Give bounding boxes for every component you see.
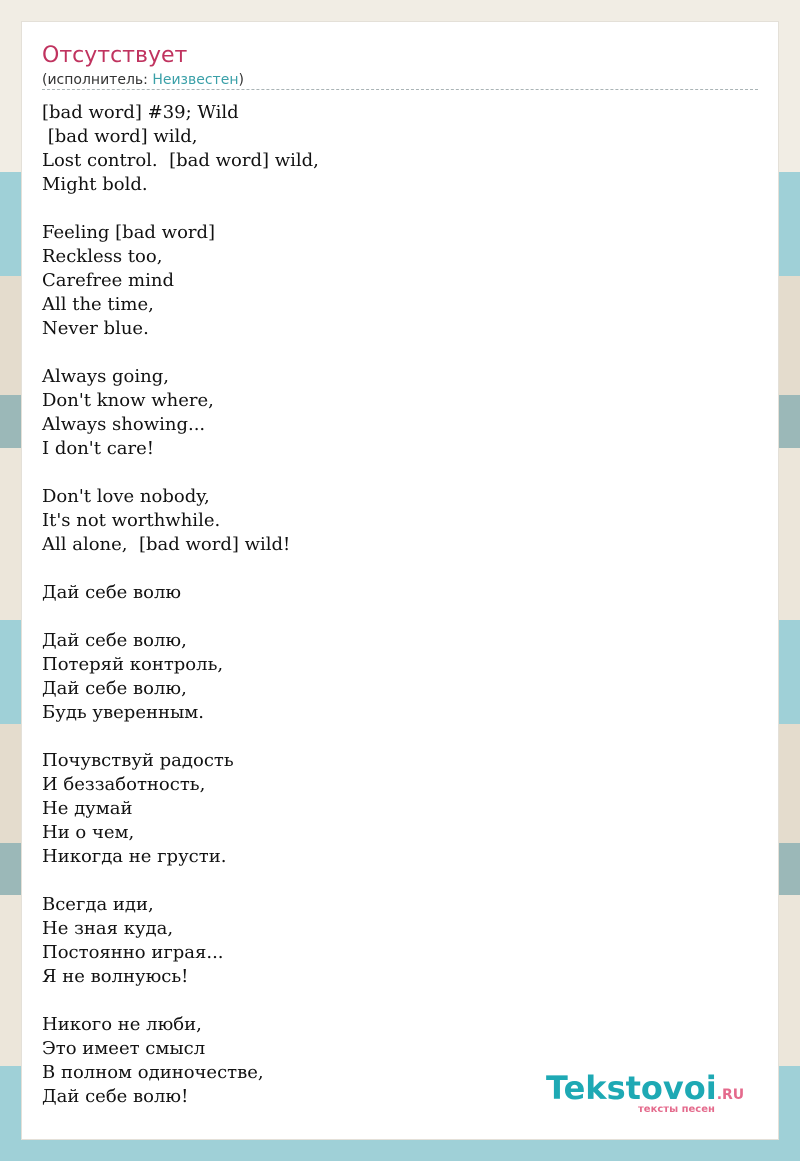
lyric-line: Always showing... [42, 414, 206, 435]
lyric-line: Ни о чем, [42, 822, 135, 843]
lyric-line [42, 725, 319, 749]
artist-line [42, 71, 244, 89]
lyric-line: Не думай [42, 798, 133, 819]
lyric-line: В полном одиночестве, [42, 1062, 264, 1083]
lyric-line [42, 989, 319, 1013]
artist-suffix: ) [238, 72, 244, 88]
lyric-line: All the time, [42, 294, 154, 315]
lyric-line: И беззаботность, [42, 774, 206, 795]
lyric-line: Никогда не грусти. [42, 846, 227, 867]
lyric-line: Почувствуй радость [42, 750, 234, 771]
lyric-line [42, 461, 319, 485]
lyric-line: Потеряй контроль, [42, 654, 224, 675]
lyric-line: Я не волнуюсь! [42, 966, 189, 987]
lyric-line: Might bold. [42, 174, 148, 195]
lyric-line: Don't love nobody, [42, 486, 210, 507]
lyric-line: Reckless too, [42, 246, 163, 267]
logo-tld: .RU [716, 1087, 745, 1103]
divider [42, 89, 758, 90]
lyric-line: Дай себе волю! [42, 1086, 189, 1107]
lyric-line: I don't care! [42, 438, 154, 459]
lyric-line [42, 197, 319, 221]
lyric-line: All alone, [bad word] wild! [42, 534, 291, 555]
lyric-line: It's not worthwhile. [42, 510, 221, 531]
logo-name: Tekstovoi [546, 1069, 717, 1107]
lyric-line: Feeling [bad word] [42, 222, 216, 243]
artist-link[interactable]: Неизвестен [152, 72, 239, 88]
lyric-line [42, 869, 319, 893]
lyric-line: Always going, [42, 366, 169, 387]
lyric-line: [bad word] #39; Wild [42, 102, 239, 123]
lyric-line: Будь уверенным. [42, 702, 205, 723]
lyric-line [42, 605, 319, 629]
lyric-line [42, 557, 319, 581]
lyric-line: Дай себе волю, [42, 678, 187, 699]
lyrics-card [22, 22, 778, 1139]
lyric-line: Дай себе волю, [42, 630, 187, 651]
lyric-line: Никого не люби, [42, 1014, 202, 1035]
song-title: Отсутствует [42, 43, 188, 68]
lyric-line: Never blue. [42, 318, 149, 339]
lyric-line: [bad word] wild, [42, 126, 198, 147]
lyric-line: Дай себе волю [42, 582, 182, 603]
logo-tagline: тексты песен [638, 1104, 715, 1115]
lyric-line [42, 341, 319, 365]
lyric-line: Всегда иди, [42, 894, 154, 915]
lyric-line: Постоянно играя... [42, 942, 224, 963]
lyrics-text [42, 101, 319, 1109]
artist-prefix: (исполнитель: [42, 72, 153, 88]
lyric-line: Lost control. [bad word] wild, [42, 150, 319, 171]
lyric-line: Не зная куда, [42, 918, 174, 939]
lyric-line: Это имеет смысл [42, 1038, 206, 1059]
lyric-line: Carefree mind [42, 270, 174, 291]
lyric-line: Don't know where, [42, 390, 214, 411]
